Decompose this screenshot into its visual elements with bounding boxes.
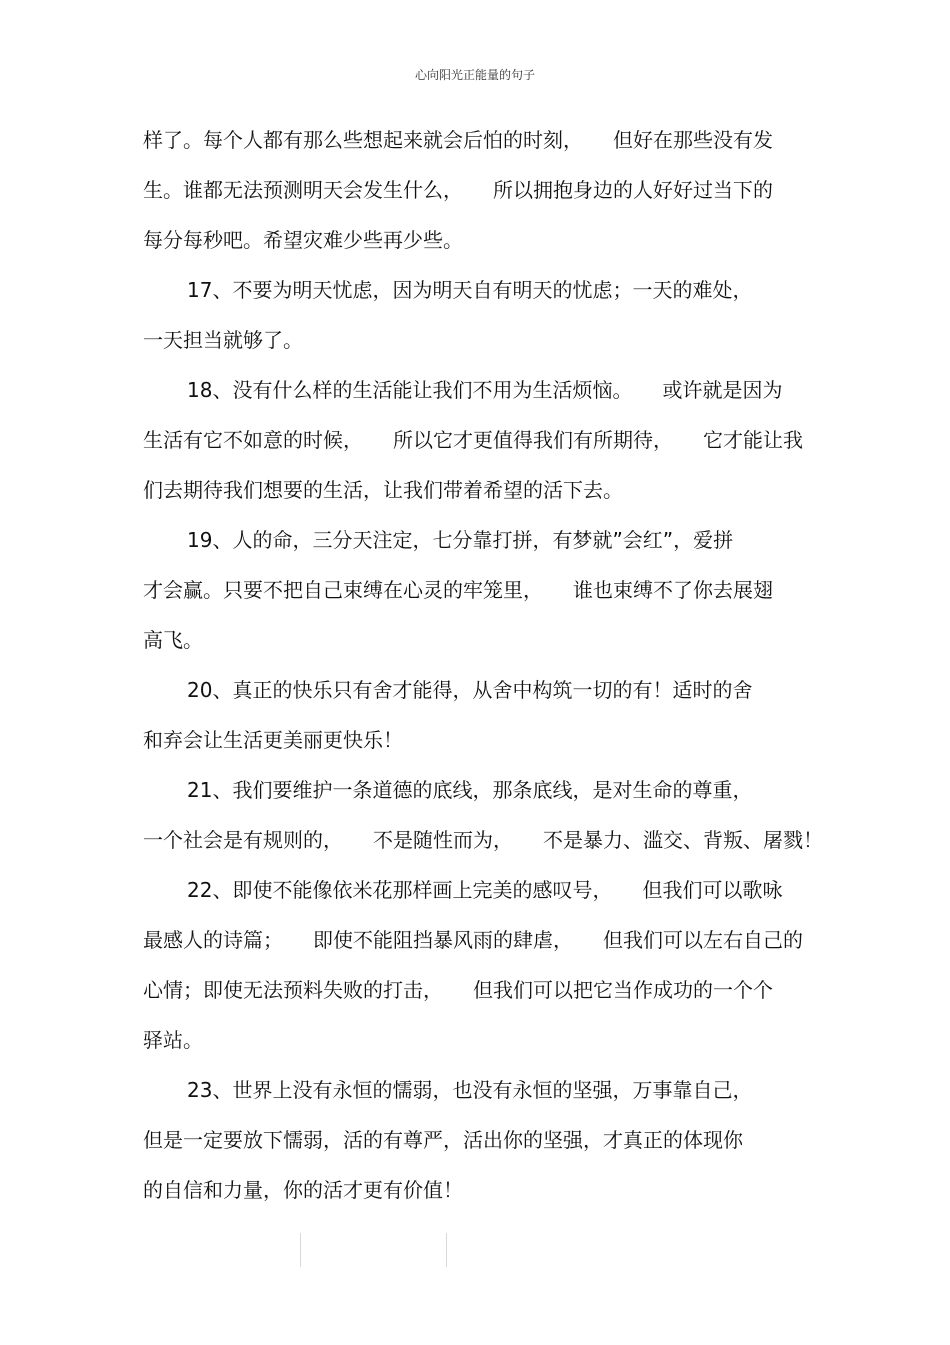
text-line [143,472,813,522]
text-segment: 或许就是因为 [662,378,783,402]
text-segment: 的自信和力量，你的活才更有价值！ [143,1178,463,1202]
text-segment: 高飞。 [143,628,203,652]
text-segment: 但我们可以歌咏 [642,878,783,902]
text-line [143,222,813,272]
text-line [143,172,813,222]
footer-divider-right [446,1233,447,1267]
text-line [143,1072,813,1122]
text-segment: 生。谁都无法预测明天会发生什么， [143,178,463,202]
text-line [143,772,813,822]
text-segment: 所以拥抱身边的人好好过当下的 [493,178,773,202]
text-segment: 20、真正的快乐只有舍才能得，从舍中构筑一切的有！适时的舍 [187,678,753,702]
text-line [143,422,813,472]
text-line [143,922,813,972]
text-segment: 即使不能阻挡暴风雨的肆虐， [313,928,573,952]
text-line [143,1172,813,1222]
text-segment: 但我们可以左右自己的 [603,928,803,952]
text-segment: 但好在那些没有发 [613,128,773,152]
page-header-title: 心向阳光正能量的句子 [414,68,535,82]
text-segment: 谁也束缚不了你去展翅 [573,578,773,602]
text-segment: 23、世界上没有永恒的懦弱，也没有永恒的坚强，万事靠自己， [187,1078,753,1102]
text-segment: 17、不要为明天忧虑，因为明天自有明天的忧虑；一天的难处， [187,278,753,302]
text-line [143,1022,813,1072]
text-segment: 最感人的诗篇； [143,928,283,952]
footer-divider-left [300,1233,301,1267]
text-line [143,672,813,722]
text-segment: 生活有它不如意的时候， [143,428,363,452]
text-segment: 19、人的命，三分天注定，七分靠打拼，有梦就”会红”，爱拼 [187,528,734,552]
text-line [143,972,813,1022]
text-line [143,822,823,872]
text-line [143,272,813,322]
text-line [143,722,813,772]
text-line [143,322,813,372]
text-segment: 22、即使不能像依米花那样画上完美的感叹号， [187,878,613,902]
text-segment: 所以它才更值得我们有所期待， [393,428,673,452]
text-line [143,872,813,922]
text-segment: 18、没有什么样的生活能让我们不用为生活烦恼。 [187,378,633,402]
text-segment: 一天担当就够了。 [143,328,303,352]
text-segment: 不是暴力、滥交、背叛、屠戮！ [543,828,823,852]
text-segment: 但我们可以把它当作成功的一个个 [473,978,773,1002]
text-segment: 驿站。 [143,1028,203,1052]
text-segment: 才会赢。只要不把自己束缚在心灵的牢笼里， [143,578,543,602]
text-line [143,572,813,622]
text-line [143,622,813,672]
text-line [143,122,813,172]
text-segment: 但是一定要放下懦弱，活的有尊严，活出你的坚强，才真正的体现你 [143,1128,743,1152]
text-segment: 们去期待我们想要的生活，让我们带着希望的活下去。 [143,478,623,502]
text-segment: 和弃会让生活更美丽更快乐！ [143,728,403,752]
body-text [143,122,823,1222]
text-segment: 它才能让我 [703,428,803,452]
text-line [143,522,813,572]
text-segment: 一个社会是有规则的， [143,828,343,852]
text-segment: 心情；即使无法预料失败的打击， [143,978,443,1002]
text-segment: 样了。每个人都有那么些想起来就会后怕的时刻， [143,128,583,152]
text-line [143,1122,813,1172]
text-segment: 不是随性而为， [373,828,513,852]
text-segment: 每分每秒吧。希望灾难少些再少些。 [143,228,463,252]
text-segment: 21、我们要维护一条道德的底线，那条底线，是对生命的尊重， [187,778,753,802]
text-line [143,372,813,422]
